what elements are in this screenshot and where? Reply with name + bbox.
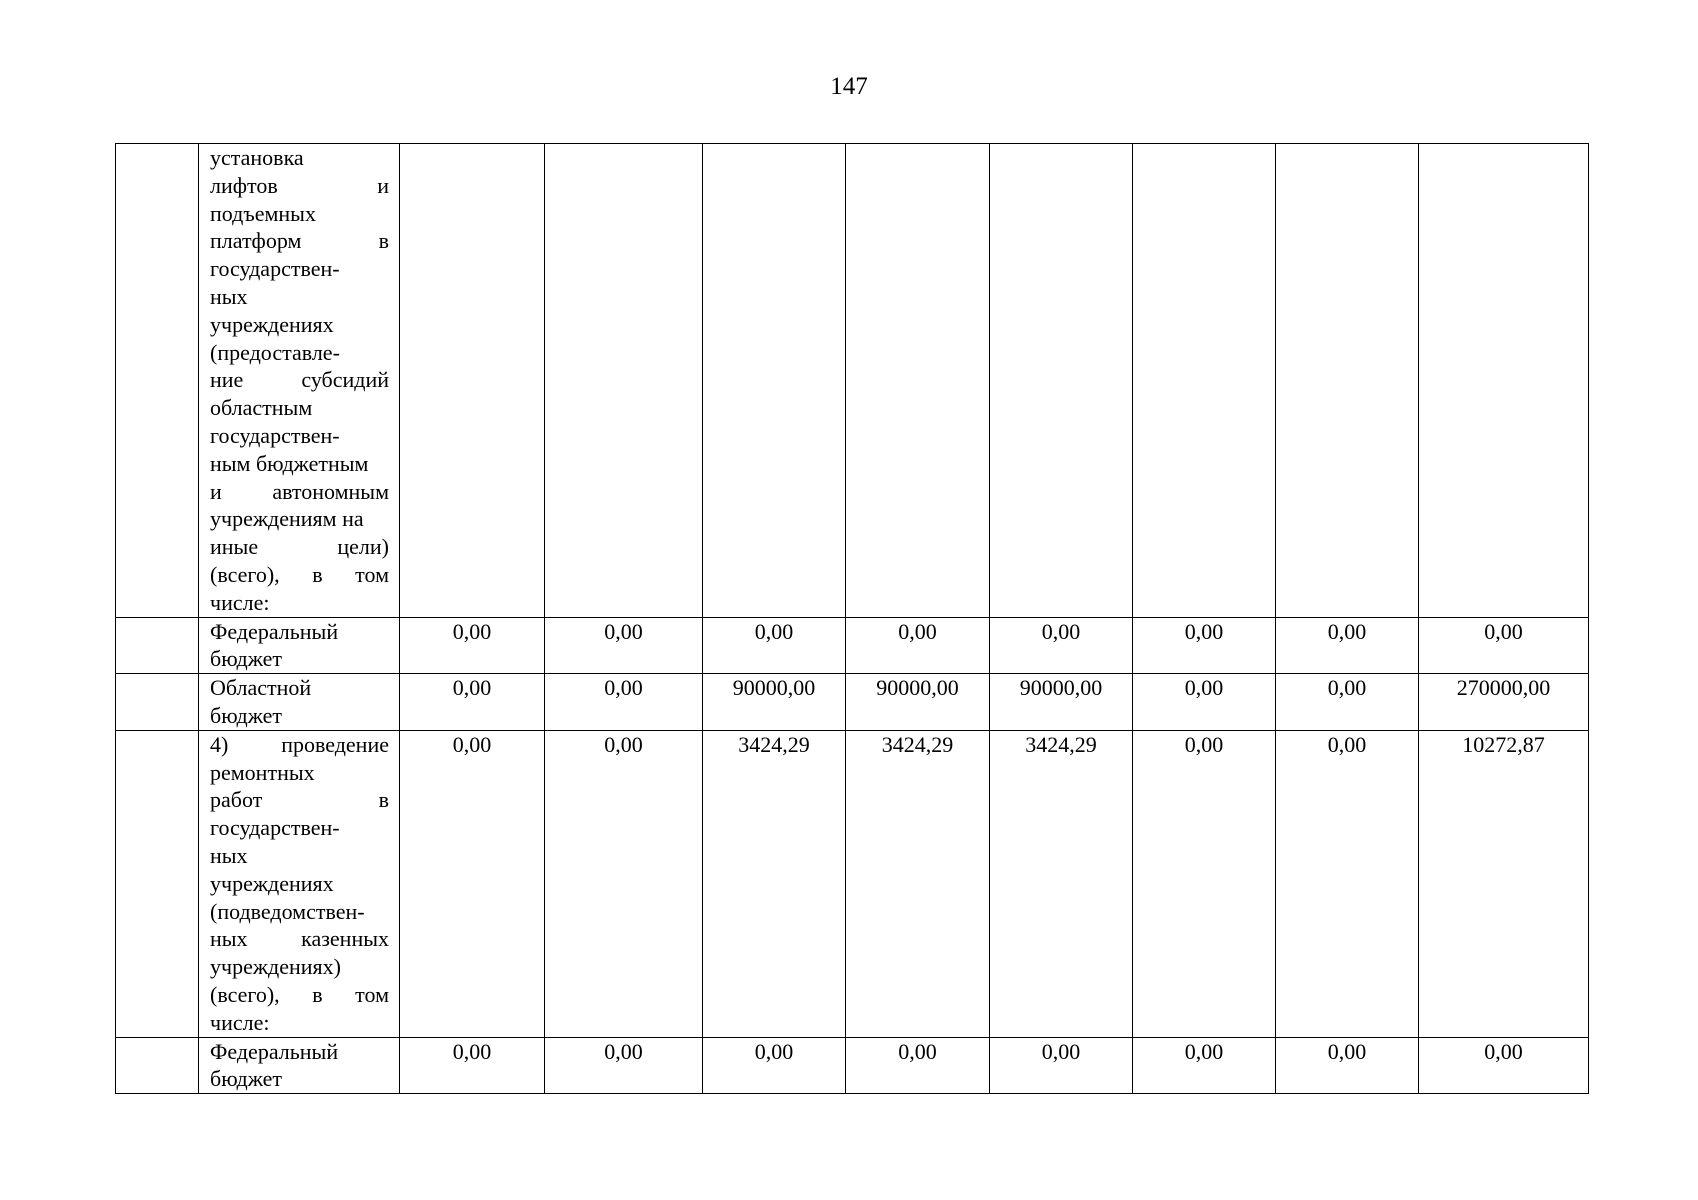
description-word: ние — [210, 367, 244, 393]
value-cell: 0,00 — [703, 1037, 846, 1094]
description-line — [210, 561, 389, 589]
description-line: учреждениям на — [210, 506, 364, 532]
row-index-cell — [116, 617, 199, 674]
value-cell: 0,00 — [1419, 617, 1589, 674]
description-line: учреждениях — [210, 311, 334, 337]
value-cell: 0,00 — [1276, 730, 1419, 1037]
description-line: областным — [210, 395, 313, 421]
value-cell: 0,00 — [400, 674, 545, 731]
description-word: проведение — [281, 731, 389, 757]
description-line: государствен- — [210, 256, 340, 282]
row-description-cell — [199, 730, 400, 1037]
description-word: казенных — [301, 926, 389, 952]
value-cell — [990, 144, 1133, 618]
description-line: Федеральный — [210, 1038, 339, 1064]
value-cell — [545, 144, 703, 618]
description-word: ных — [210, 926, 248, 952]
description-word: и — [377, 172, 389, 198]
row-description-cell — [199, 617, 400, 674]
description-word: лифтов — [210, 172, 278, 198]
value-cell: 0,00 — [846, 617, 990, 674]
value-cell: 270000,00 — [1419, 674, 1589, 731]
description-line: (подведомствен- — [210, 898, 365, 924]
value-cell: 3424,29 — [703, 730, 846, 1037]
row-description-cell — [199, 1037, 400, 1094]
value-cell: 0,00 — [1133, 730, 1276, 1037]
description-word: в — [378, 787, 389, 813]
description-line — [210, 478, 389, 506]
description-line — [210, 786, 389, 814]
table-row — [116, 144, 1589, 618]
value-cell — [703, 144, 846, 618]
value-cell — [1133, 144, 1276, 618]
description-line: числе: — [210, 1009, 270, 1035]
table-row — [116, 617, 1589, 674]
row-description-cell — [199, 674, 400, 731]
value-cell: 0,00 — [1133, 617, 1276, 674]
value-cell — [1419, 144, 1589, 618]
description-line: ных — [210, 842, 248, 868]
description-word: в — [378, 228, 389, 254]
description-word: том — [355, 981, 389, 1007]
value-cell: 0,00 — [1276, 674, 1419, 731]
description-line — [210, 925, 389, 953]
row-index-cell — [116, 1037, 199, 1094]
description-line: учреждениях — [210, 870, 334, 896]
description-word: том — [355, 561, 389, 587]
description-word: субсидий — [301, 367, 389, 393]
description-word: цели) — [337, 534, 389, 560]
description-line: учреждениях) — [210, 954, 341, 980]
value-cell — [846, 144, 990, 618]
description-line: подъемных — [210, 200, 316, 226]
description-word: (всего), — [210, 561, 280, 587]
value-cell: 90000,00 — [846, 674, 990, 731]
row-index-cell — [116, 730, 199, 1037]
value-cell: 0,00 — [1133, 674, 1276, 731]
value-cell: 0,00 — [1276, 617, 1419, 674]
description-line: государствен- — [210, 422, 340, 448]
value-cell: 0,00 — [400, 617, 545, 674]
value-cell: 0,00 — [1276, 1037, 1419, 1094]
description-word: в — [312, 981, 323, 1007]
value-cell: 0,00 — [990, 617, 1133, 674]
value-cell: 3424,29 — [990, 730, 1133, 1037]
value-cell: 0,00 — [400, 1037, 545, 1094]
value-cell: 90000,00 — [703, 674, 846, 731]
value-cell — [1276, 144, 1419, 618]
description-line: установка — [210, 145, 304, 170]
value-cell: 0,00 — [990, 1037, 1133, 1094]
description-word: в — [312, 561, 323, 587]
value-cell: 3424,29 — [846, 730, 990, 1037]
description-line — [210, 981, 389, 1009]
value-cell: 0,00 — [846, 1037, 990, 1094]
description-word: и — [210, 478, 222, 504]
value-cell: 0,00 — [1133, 1037, 1276, 1094]
value-cell: 90000,00 — [990, 674, 1133, 731]
page-number: 147 — [830, 73, 868, 100]
row-index-cell — [116, 144, 199, 618]
description-line: Областной — [210, 675, 312, 701]
description-line: бюджет — [210, 646, 282, 672]
value-cell: 0,00 — [400, 730, 545, 1037]
description-line — [210, 533, 389, 561]
description-word: (всего), — [210, 981, 280, 1007]
description-line: числе: — [210, 589, 270, 615]
description-word: 4) — [210, 731, 229, 757]
row-index-cell — [116, 674, 199, 731]
description-line: бюджет — [210, 702, 282, 728]
description-line: ных — [210, 283, 248, 309]
value-cell: 0,00 — [1419, 1037, 1589, 1094]
description-line — [210, 172, 389, 200]
description-word: платформ — [210, 228, 302, 254]
description-line — [210, 366, 389, 394]
table-body — [116, 144, 1589, 1094]
value-cell: 0,00 — [545, 674, 703, 731]
value-cell — [400, 144, 545, 618]
value-cell: 0,00 — [703, 617, 846, 674]
table-row — [116, 730, 1589, 1037]
row-description-cell — [199, 144, 400, 618]
description-word: автономным — [272, 478, 389, 504]
description-line: бюджет — [210, 1066, 282, 1092]
description-line: Федеральный — [210, 618, 339, 644]
description-line — [210, 731, 389, 759]
value-cell: 0,00 — [545, 617, 703, 674]
description-word: иные — [210, 534, 259, 560]
description-word: работ — [210, 787, 263, 813]
description-line: ремонтных — [210, 759, 315, 785]
table-row — [116, 674, 1589, 731]
value-cell: 0,00 — [545, 1037, 703, 1094]
description-line: ным бюджетным — [210, 450, 369, 476]
value-cell: 0,00 — [545, 730, 703, 1037]
value-cell: 10272,87 — [1419, 730, 1589, 1037]
budget-table — [115, 143, 1589, 1094]
description-line — [210, 227, 389, 255]
description-line: государствен- — [210, 815, 340, 841]
description-line: (предоставле- — [210, 339, 340, 365]
table-row — [116, 1037, 1589, 1094]
